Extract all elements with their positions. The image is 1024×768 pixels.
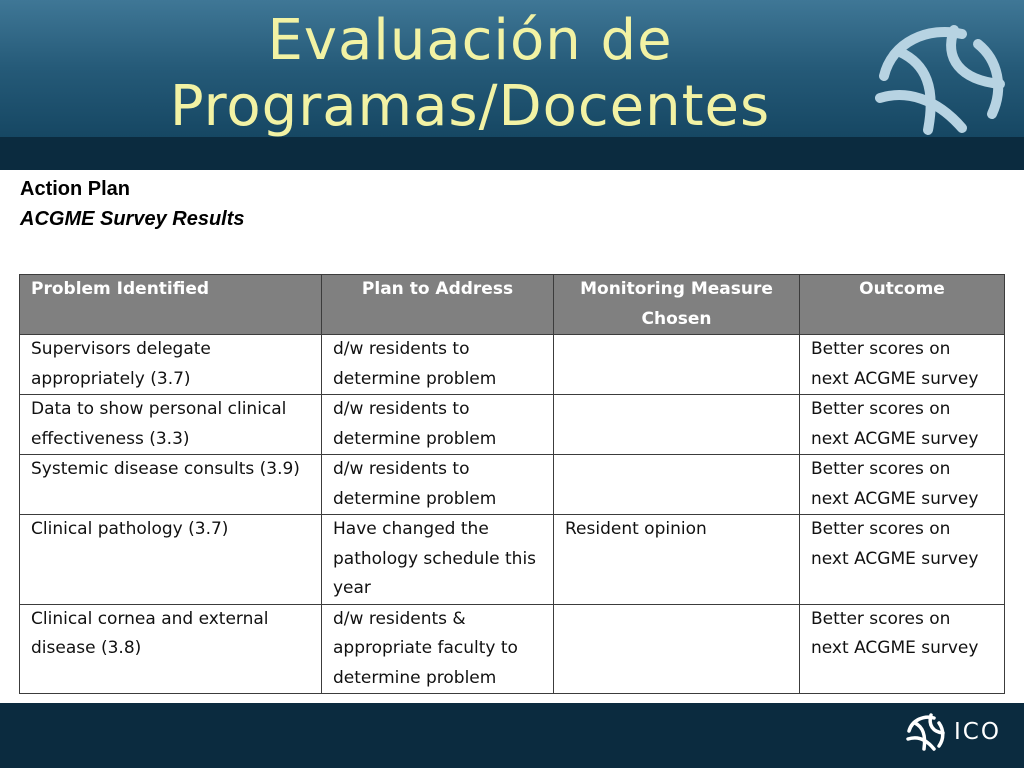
section-subheading: ACGME Survey Results	[20, 208, 245, 230]
outcome-cell: Better scores on next ACGME survey	[800, 604, 1005, 694]
monitoring-cell	[554, 395, 800, 455]
header-banner	[0, 0, 1024, 137]
monitoring-cell: Resident opinion	[554, 515, 800, 605]
monitoring-cell	[554, 455, 800, 515]
ico-globe-icon	[904, 711, 946, 753]
footer-bar	[0, 703, 1024, 768]
monitoring-cell	[554, 335, 800, 395]
column-header-problem: Problem Identified	[20, 275, 322, 335]
problem-cell: Systemic disease consults (3.9)	[20, 455, 322, 515]
globe-logo-icon	[866, 18, 1012, 137]
plan-cell: d/w residents to determine problem	[322, 335, 554, 395]
problem-cell: Supervisors delegate appropriately (3.7)	[20, 335, 322, 395]
column-header-plan: Plan to Address	[322, 275, 554, 335]
outcome-cell: Better scores on next ACGME survey	[800, 335, 1005, 395]
slide-title-line-1: Evaluación de	[267, 8, 673, 73]
outcome-cell: Better scores on next ACGME survey	[800, 455, 1005, 515]
table-row	[20, 395, 1005, 455]
plan-cell: Have changed the pathology schedule this year	[322, 515, 554, 605]
table-row	[20, 604, 1005, 694]
plan-cell: d/w residents & appropriate faculty to determine problem	[322, 604, 554, 694]
column-header-outcome: Outcome	[800, 275, 1005, 335]
outcome-cell: Better scores on next ACGME survey	[800, 395, 1005, 455]
plan-cell: d/w residents to determine problem	[322, 395, 554, 455]
footer-logo-text: ICO	[954, 719, 1001, 745]
problem-cell: Data to show personal clinical effectiveness (3.3)	[20, 395, 322, 455]
table-row	[20, 335, 1005, 395]
outcome-cell: Better scores on next ACGME survey	[800, 515, 1005, 605]
table-header-row	[20, 275, 1005, 335]
column-header-monitoring: Monitoring Measure Chosen	[554, 275, 800, 335]
table-row	[20, 455, 1005, 515]
monitoring-cell	[554, 604, 800, 694]
header-dark-band	[0, 137, 1024, 170]
action-plan-table	[19, 274, 1005, 694]
section-heading: Action Plan	[20, 178, 131, 200]
slide-title-line-2: Programas/Docentes	[169, 74, 771, 137]
slide-title	[150, 8, 790, 137]
problem-cell: Clinical cornea and external disease (3.8)	[20, 604, 322, 694]
plan-cell: d/w residents to determine problem	[322, 455, 554, 515]
problem-cell: Clinical pathology (3.7)	[20, 515, 322, 605]
table-row	[20, 515, 1005, 605]
